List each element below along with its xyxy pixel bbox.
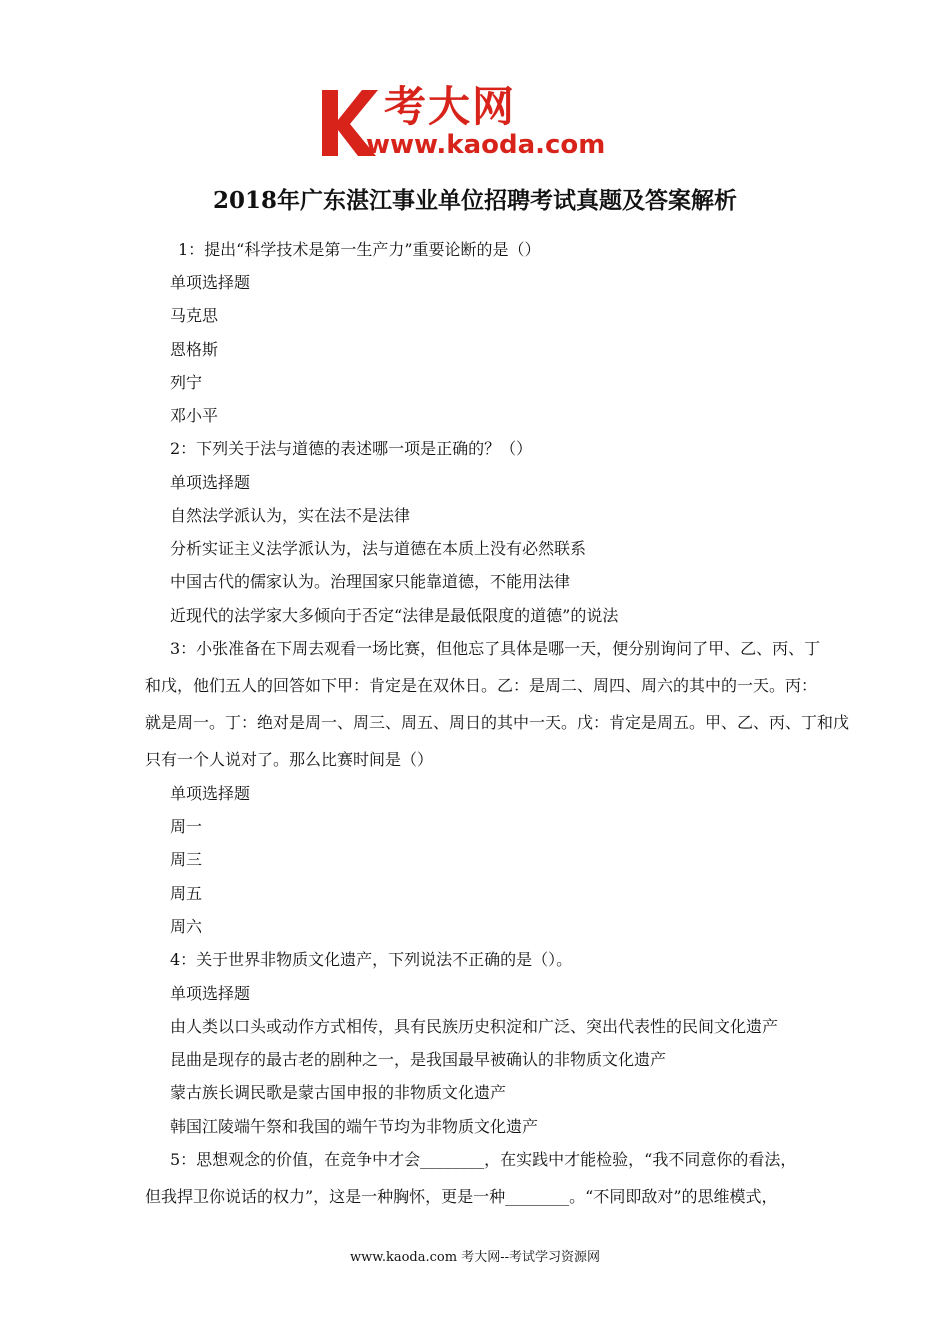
- question-2-stem: 2：下列关于法与道德的表述哪一项是正确的？（）: [170, 439, 533, 458]
- question-4-stem: 4：关于世界非物质文化遗产，下列说法不正确的是（）。: [170, 950, 573, 969]
- question-3-type: 单项选择题: [170, 784, 251, 803]
- logo-text: 考大网: [384, 82, 517, 131]
- question-3-stem-line: 只有一个人说对了。那么比赛时间是（）: [145, 750, 434, 769]
- document-title: 2018年广东湛江事业单位招聘考试真题及答案解析: [212, 187, 737, 214]
- page-footer: www.kaoda.com 考大网--考试学习资源网: [350, 1250, 600, 1265]
- question-2-option: 自然法学派认为，实在法不是法律: [170, 506, 411, 525]
- question-4-option: 昆曲是现存的最古老的剧种之一，是我国最早被确认的非物质文化遗产: [170, 1050, 667, 1069]
- question-4-option: 蒙古族长调民歌是蒙古国申报的非物质文化遗产: [170, 1083, 507, 1102]
- question-2-option: 分析实证主义法学派认为，法与道德在本质上没有必然联系: [170, 539, 587, 558]
- question-3-option: 周一: [170, 817, 203, 836]
- question-5-stem-line: 5：思想观念的价值，在竞争中才会________，在实践中才能检验，“我不同意你的看法，: [170, 1150, 797, 1169]
- question-3-stem-line: 和戊，他们五人的回答如下甲：肯定是在双休日。乙：是周二、周四、周六的其中的一天。丙：: [145, 676, 818, 695]
- question-2-type: 单项选择题: [170, 473, 251, 492]
- question-1-option: 列宁: [170, 373, 203, 392]
- question-3-stem-line: 3：小张准备在下周去观看一场比赛，但他忘了具体是哪一天，便分别询问了甲、乙、丙、丁: [170, 639, 821, 658]
- question-3-option: 周五: [170, 884, 203, 903]
- question-1-option: 邓小平: [170, 406, 219, 425]
- question-5-stem-line: 但我捍卫你说话的权力”，这是一种胸怀，更是一种________。“不同即敌对”的思维模式，: [145, 1187, 778, 1206]
- question-4-option: 韩国江陵端午祭和我国的端午节均为非物质文化遗产: [170, 1117, 539, 1136]
- question-3-option: 周三: [170, 850, 203, 869]
- logo-url: www.kaoda.com: [366, 130, 606, 160]
- question-1-option: 马克思: [170, 306, 219, 325]
- kaoda-logo[interactable]: [318, 84, 638, 162]
- question-2-option: 近现代的法学家大多倾向于否定“法律是最低限度的道德”的说法: [170, 606, 619, 625]
- question-1-option: 恩格斯: [170, 340, 219, 359]
- question-1-stem: 1：提出“科学技术是第一生产力”重要论断的是（）: [178, 240, 541, 259]
- question-4-option: 由人类以口头或动作方式相传，具有民族历史积淀和广泛、突出代表性的民间文化遗产: [170, 1017, 779, 1036]
- question-2-option: 中国古代的儒家认为。治理国家只能靠道德，不能用法律: [170, 572, 571, 591]
- question-4-type: 单项选择题: [170, 984, 251, 1003]
- question-3-stem-line: 就是周一。丁：绝对是周一、周三、周五、周日的其中一天。戊：肯定是周五。甲、乙、丙、丁和戊: [145, 713, 850, 732]
- question-3-option: 周六: [170, 917, 203, 936]
- question-1-type: 单项选择题: [170, 273, 251, 292]
